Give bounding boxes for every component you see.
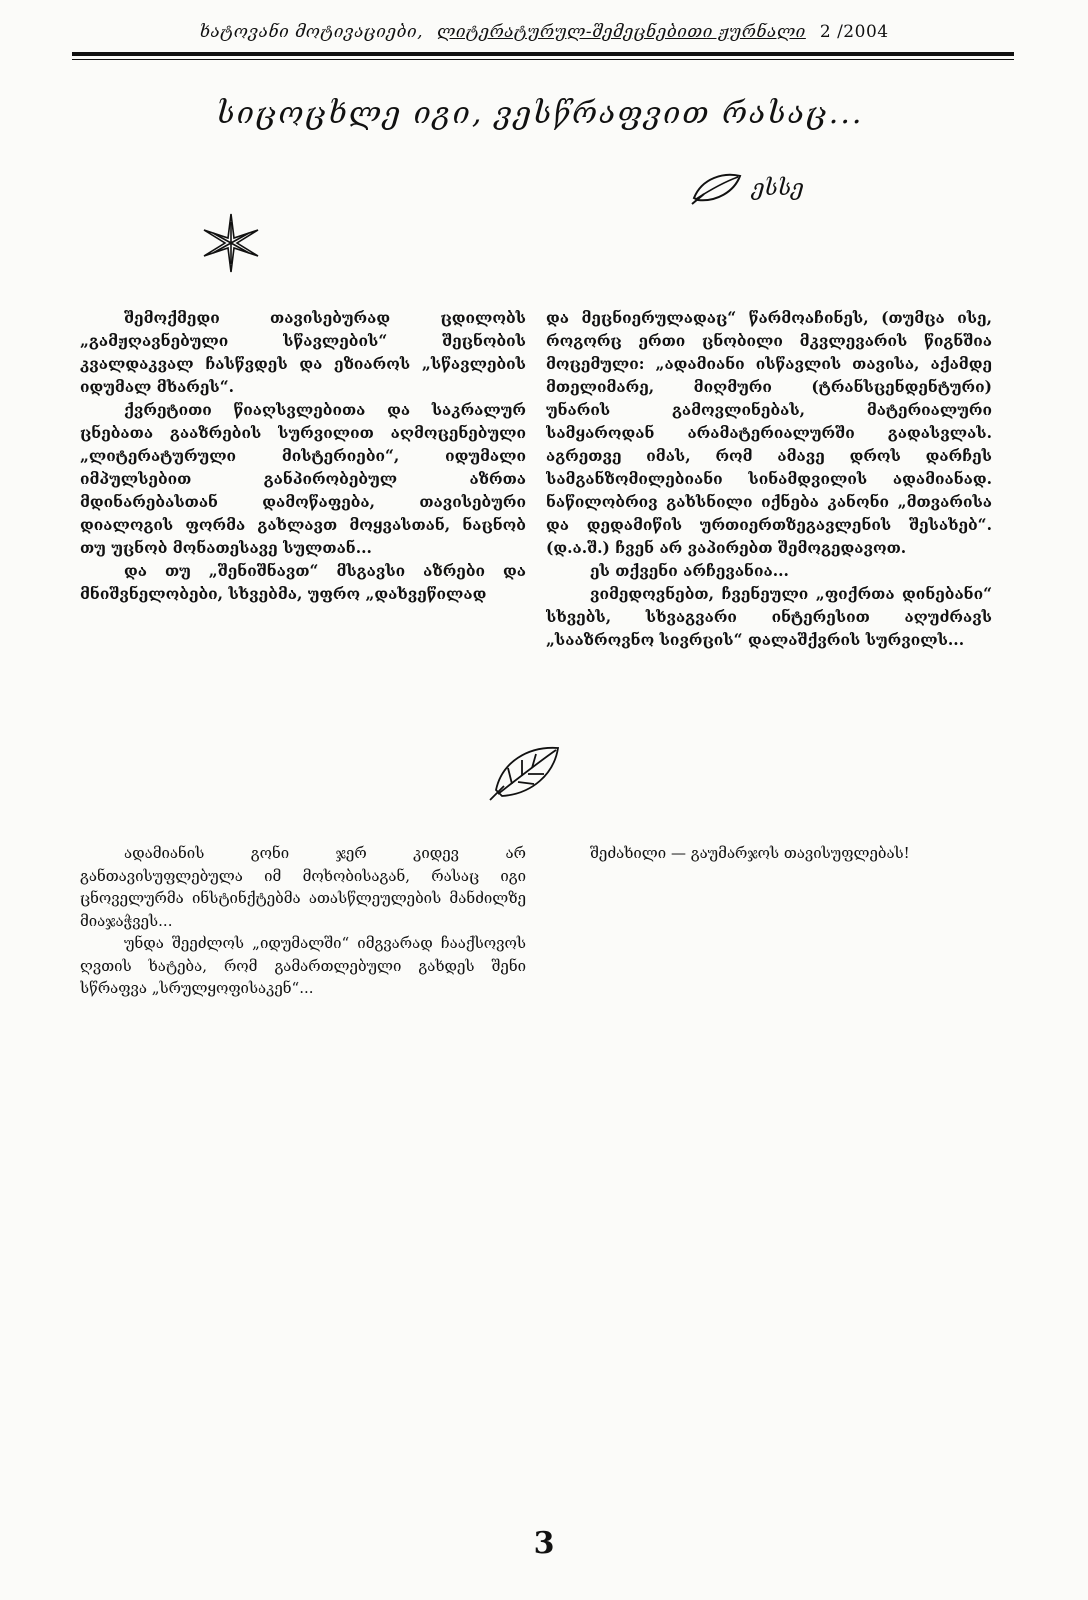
genre-text: ესსე [752,175,804,201]
paragraph: ეს თქვენი არჩევანია... [590,561,789,580]
intro-left-column [80,306,526,696]
paragraph: შემოქმედი თავისებურად ცდილობს „გამჟღავნებული სწავლების“ შეცნობის კვალდაკვალ ჩასწვდეს და ეზიაროს „სწავლების იდუმალ მხარეს“. [80,308,526,396]
leaf-icon [690,168,744,208]
journal-subtitle: ლიტერატურულ-შემეცნებითი ჟურნალი [437,22,806,42]
essay-right-column [546,842,992,1502]
header-rule-thick [72,52,1014,56]
running-header [75,18,1013,46]
paragraph: ქვრეტითი წიაღსვლებითა და საკრალურ ცნებათა გააზრების სურვილით აღმოცენებული „ლიტერატურული მისტერიები“, იდუმალი იმპულსებით განპირობებულ აზრთა მდინარებასთან დამოწაფება, თავისებური დიალოგის ფორმა გახლავთ მოყვასთან, ნაცნობ თუ უცნობ მონათესავე სულთან... [80,400,526,557]
journal-name: ხატოვანი მოტივაციები, [199,22,424,42]
paragraph: და თუ „შენიშნავთ“ მსგავსი აზრები და მნიშვნელობები, სხვებმა, უფრო „დახვეწილად [80,561,526,603]
paragraph: და მეცნიერულადაც“ წარმოაჩინეს, (თუმცა ისე, როგორც ერთი ცნობილი მკვლევარის წიგნშია მოცემული: „ადამიანი ისწავლის თავისა, აქამდე მთელიმარე, მიღმური (ტრანსცენდენტური) უნარის გამოვლინებას, მატერიალური სამყაროდან არამატერიალურში გადასვლას. აგრეთვე იმას, რომ ამავე დროს დარჩეს სამგანზომილებიანი სინამდვილის ადამიანად. ნაწილობრივ გახსნილი იქნება კანონი „მთვარისა და დედამიწის ურთიერთზეგავლენის შესახებ“.(დ.ა.შ.) ჩვენ არ ვაპირებთ შემოგედავოთ. [546,308,992,557]
genre-label [690,168,850,208]
paragraph: ვიმედოვნებთ, ჩვენეული „ფიქრთა დინებანი“ სხვებს, სხვაგვარი ინტერესით აღუძრავს „სააზროვნო სივრცის“ დალაშქვრის სურვილს... [546,584,992,649]
issue-number: 2 /2004 [819,22,889,42]
essay-left-column [80,842,526,1502]
star-ornament-icon [200,212,262,274]
paragraph: ადამიანის გონი ჯერ კიდევ არ განთავისუფლებულა იმ მოხობისაგან, რასაც იგი ცნოველურმა ინსტინქტებმა ათასწლეულების მანძილზე მიაჯაჭვეს... [80,844,526,930]
paragraph: უნდა შეეძლოს „იდუმალში“ იმგვარად ჩააქსოვოს ღვთის ხატება, რომ გამართლებული გახდეს შენი სწრაფვა „სრულყოფისაკენ“... [80,934,526,997]
header-rule-thin [72,59,1014,60]
leaf-ornament-icon [488,738,570,804]
intro-right-column [546,306,992,696]
page-title: სიცოცხლე იგი, ვესწრაფვით რასაც... [216,96,864,131]
paragraph: შეძახილი — გაუმარჯოს თავისუფლებას! [590,844,910,862]
page-number: 3 [533,1526,555,1561]
